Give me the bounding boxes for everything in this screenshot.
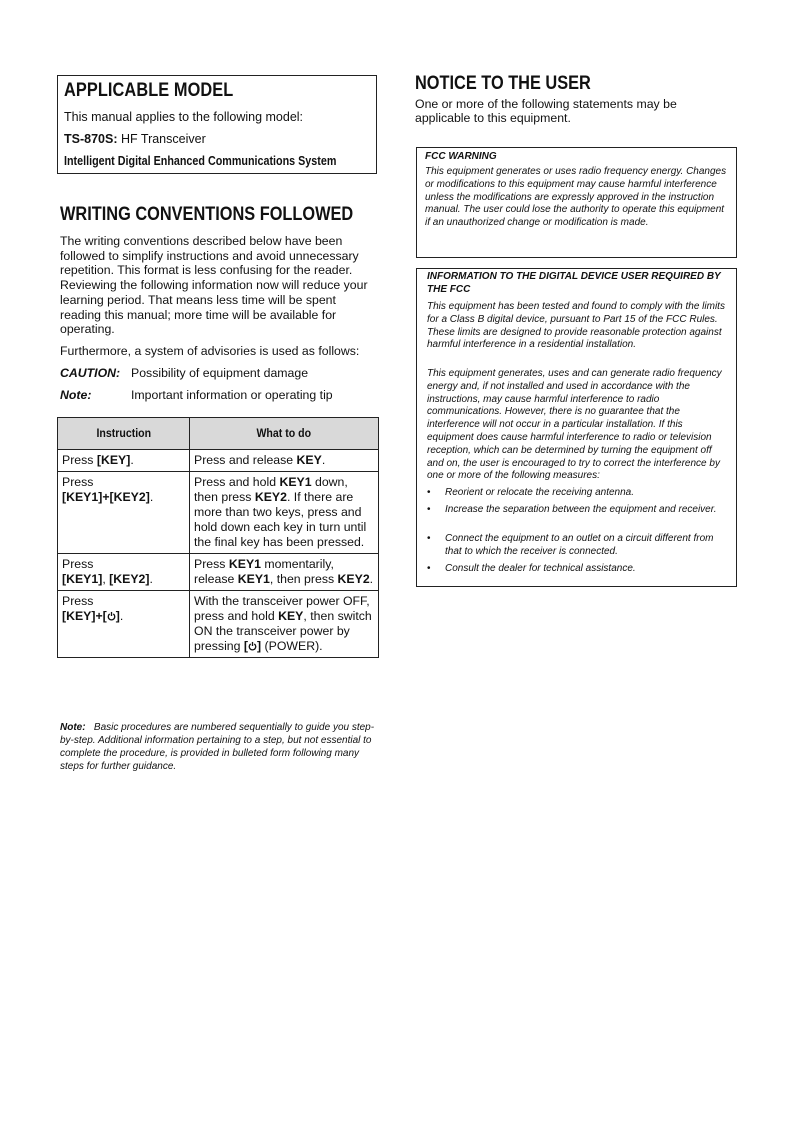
advisory-label: Note: xyxy=(60,388,92,402)
header-instruction: Instruction xyxy=(58,418,190,450)
power-icon xyxy=(248,641,257,651)
what-cell: Press and hold KEY1 down, then press KEY2. If there are more than two keys, press and hold down each key in turn until the final key has been pressed. xyxy=(190,472,379,554)
measure-text: Reorient or relocate the receiving antenna. xyxy=(445,487,635,498)
digital-device-para2: This equipment generates, uses and can generate radio frequency energy and, if not installed and used in accordance with the instructions, may cause harmful interference to radio communications. However, there is no guarantee that the interference will not occur in a particular installation. If this equipment does cause harmful interference to radio or television reception, which can be determined by turning the equipment off and on, the user is encouraged to try to correct the interference by one or more of the following measures: xyxy=(427,368,722,482)
digital-device-title: INFORMATION TO THE DIGITAL DEVICE USER REQUIRED BY THE FCC xyxy=(427,271,721,295)
fcc-warning-text: This equipment generates or uses radio frequency energy. Changes or modifications to this equipment may cause harmful interference unless the modifications are expressly approved in the instruction manual. The user could lose the authority to operate this equipment if an unauthorized change or modification is made. xyxy=(425,166,727,229)
bottom-note-label: Note: xyxy=(60,722,86,733)
applicable-model-title: APPLICABLE MODEL xyxy=(64,80,234,101)
header-what-to-do: What to do xyxy=(190,418,379,450)
bullet: • xyxy=(427,504,431,515)
table-row xyxy=(58,472,379,554)
model-line xyxy=(64,132,206,146)
instruction-cell: Press [KEY1]+[KEY2]. xyxy=(58,472,190,554)
writing-conventions-body xyxy=(60,234,380,359)
power-icon xyxy=(107,611,116,621)
writing-conventions-title: WRITING CONVENTIONS FOLLOWED xyxy=(60,204,354,225)
writing-conventions-para1: The writing conventions described below have been followed to simplify instructions and avoid unnecessary repetition. This format is less confusing for the reader. Reviewing the following information now will reduce your learning period. That means less time will be spent reading this manual; more time will be available for operating. xyxy=(60,234,368,337)
table-header-row xyxy=(58,418,379,450)
measure-text: Connect the equipment to an outlet on a circuit different from that to which the receiver is connected. xyxy=(445,533,714,557)
instruction-cell: Press [KEY]. xyxy=(58,450,190,472)
bottom-note xyxy=(60,722,378,774)
instruction-cell: Press [KEY1], [KEY2]. xyxy=(58,554,190,591)
advisory-label: CAUTION: xyxy=(60,366,121,380)
conventions-table xyxy=(57,417,379,658)
instruction-cell: Press [KEY]+[ ]. xyxy=(58,591,190,658)
model-name: TS-870S: xyxy=(64,132,118,146)
fcc-warning-title: FCC WARNING xyxy=(425,151,497,162)
notice-title: NOTICE TO THE USER xyxy=(415,73,591,94)
table-row xyxy=(58,554,379,591)
table-row xyxy=(58,450,379,472)
what-cell: With the transceiver power OFF, press and hold KEY, then switch ON the transceiver power by pressing [ ] (POWER). xyxy=(190,591,379,658)
table-row xyxy=(58,591,379,658)
model-desc: HF Transceiver xyxy=(120,132,206,146)
notice-text: One or more of the following statements may be applicable to this equipment. xyxy=(415,97,677,126)
bullet: • xyxy=(427,487,431,498)
model-system: Intelligent Digital Enhanced Communications System xyxy=(64,154,337,168)
fcc-warning-box xyxy=(416,147,737,258)
applicable-model-box xyxy=(57,75,377,174)
what-cell: Press KEY1 momentarily, release KEY1, then press KEY2. xyxy=(190,554,379,591)
advisory-text: Possibility of equipment damage xyxy=(131,366,309,380)
what-cell: Press and release KEY. xyxy=(190,450,379,472)
writing-conventions-para2: Furthermore, a system of advisories is used as follows: xyxy=(60,343,360,358)
bullet: • xyxy=(427,533,431,544)
bottom-note-text: Basic procedures are numbered sequentially to guide you step-by-step. Additional information pertaining to a step, but not essential to complete the procedure, is provided in bulleted form following many steps for further guidance. xyxy=(60,722,375,772)
advisory-text: Important information or operating tip xyxy=(131,388,333,402)
bullet: • xyxy=(427,563,431,574)
digital-device-para1: This equipment has been tested and found to comply with the limits for a Class B digital device, pursuant to Part 15 of the FCC Rules. These limits are designed to provide reasonable protection against harmful interference in a residential installation. xyxy=(427,301,725,351)
applicable-model-intro: This manual applies to the following model: xyxy=(64,110,304,124)
measure-text: Increase the separation between the equipment and receiver. xyxy=(445,504,717,515)
measure-text: Consult the dealer for technical assistance. xyxy=(445,563,636,574)
digital-device-box xyxy=(416,268,737,587)
